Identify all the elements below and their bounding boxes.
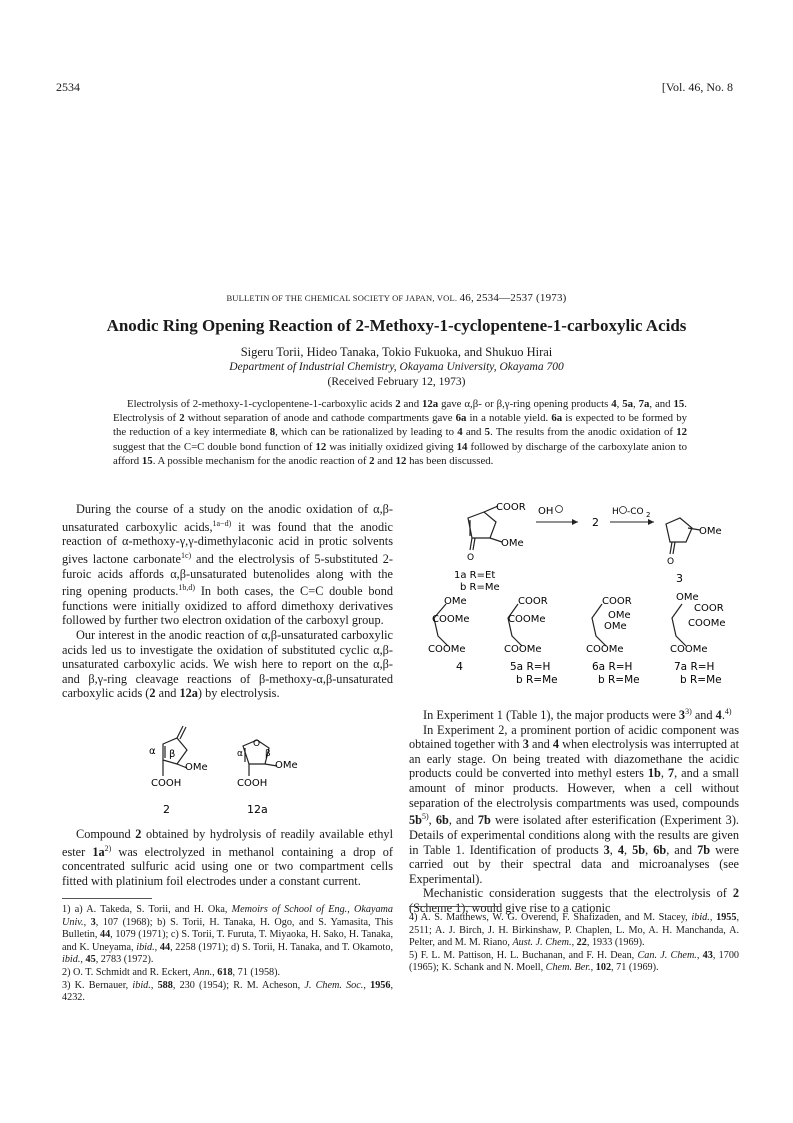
intro-text (62, 502, 393, 701)
svg-text:COOMe: COOMe (688, 618, 726, 629)
footnote-rule-right (409, 906, 499, 907)
svg-text:COOMe: COOMe (508, 614, 546, 625)
figure-compounds-2-12a (125, 718, 335, 826)
reaction-scheme (408, 500, 740, 700)
svg-text:O: O (467, 553, 475, 563)
svg-text:α: α (237, 749, 243, 759)
svg-text:1a R=Et: 1a R=Et (454, 570, 496, 581)
abstract: Electrolysis of 2-methoxy-1-cyclopentene-1-carboxylic acids 2 and 12a gave α,β- or β,γ-ring opening products 4, 5a, 7a, and 15. Electrolysis of 2 without separation of anode and cathode compartments gave 6a in a notable yield. 6a is expected to be formed by the reduction of a key intermediate 8, which can be rationalized by leading to 4 and 5. The results from the anodic oxidation of 12 suggest that the C=C double bond function of 12 was initially oxidized giving 14 followed by discharge of the carboxylate anion to afford 15. A possible mechanism for the anodic reaction of 2 and 12 has been discussed. (113, 398, 687, 467)
svg-text:OMe: OMe (676, 592, 699, 603)
reagent-h: H (612, 507, 619, 517)
structure-4 (428, 596, 470, 673)
structure-7 (670, 592, 726, 686)
charge-icon (556, 506, 563, 513)
reagent-co2: -CO (627, 507, 644, 517)
svg-text:COOR: COOR (496, 502, 526, 513)
reagent-co2-sub: 2 (646, 511, 651, 519)
svg-text:β: β (265, 749, 271, 759)
svg-text:COOMe: COOMe (670, 644, 708, 655)
footnotes-right (409, 912, 739, 975)
svg-text:COOMe: COOMe (504, 644, 542, 655)
structure-6 (586, 596, 640, 686)
svg-text:2: 2 (163, 803, 170, 816)
received-date: (Received February 12, 1973) (327, 376, 466, 388)
scheme-compound-2: 2 (592, 516, 599, 529)
svg-text:5a R=H: 5a R=H (510, 661, 551, 673)
authors: Sigeru Torii, Hideo Tanaka, Tokio Fukuoka, and Shukuo Hirai (240, 345, 553, 359)
svg-text:b R=Me: b R=Me (680, 674, 722, 686)
structure-3 (666, 518, 722, 585)
svg-text:6a R=H: 6a R=H (592, 661, 633, 673)
svg-text:OMe: OMe (185, 762, 208, 773)
journal-prefix: BULLETIN OF THE CHEMICAL SOCIETY OF JAPAN, VOL. (226, 293, 458, 303)
svg-text:OMe: OMe (699, 526, 722, 537)
paragraph: In Experiment 1 (Table 1), the major products were 3$^{3)}$ and 4.$^{4)}$ (423, 707, 732, 723)
svg-text:COOMe: COOMe (432, 614, 470, 625)
svg-text:COOMe: COOMe (586, 644, 624, 655)
journal-line (0, 292, 793, 304)
volume-header: [Vol. 46, No. 8 (661, 80, 733, 94)
structure-5 (504, 596, 558, 686)
department: Department of Industrial Chemistry, Okayama University, Okayama 700 (229, 361, 564, 373)
paragraph: Mechanistic consideration suggests that the electrolysis of 2 (Scheme 1), would give rise to a cationic (409, 886, 739, 915)
svg-text:COOR: COOR (602, 596, 632, 607)
svg-text:OMe: OMe (604, 621, 627, 632)
svg-text:O: O (253, 739, 261, 749)
paragraph: During the course of a study on the anodic oxidation of α,β-unsaturated carboxylic acids,$^{1a-d)}$ it was found that the anodic reaction of α-methoxy-γ,γ-dimethylaconic acid in protic solvents gives lactone carbonate$^{1c)}$ and the electrolysis of 5-substituted 2-furoic acids affords α,β-unsaturated butenolides along with the ring opening products.$^{1b,d)}$ In both cases, the C=C double bond functions were initially oxidized to afford dimethoxy derivatives followed by further two electron oxidation of the carboxyl group. (62, 502, 393, 628)
footnote-3: 3) K. Bernauer, ibid., 588, 230 (1954); R. M. Acheson, J. Chem. Soc., 1956, 4232. (62, 979, 394, 1004)
svg-text:OMe: OMe (275, 760, 298, 771)
structure-1 (454, 502, 526, 593)
svg-text:COOR: COOR (518, 596, 548, 607)
footnote-rule-left (62, 898, 152, 899)
svg-text:b R=Me: b R=Me (460, 582, 500, 593)
arrowhead-icon (572, 519, 578, 525)
arrowhead-icon (648, 519, 654, 525)
svg-text:4: 4 (456, 660, 463, 673)
footnote-1: 1) a) A. Takeda, S. Torii, and H. Oka, Memoirs of School of Eng., Okayama Univ., 3, 107 (1968); b) S. Torii, H. Tanaka, H. Ogo, and S. Yamasita, This Bulletin, 44, 1079 (1971); c) S. Torii, T. Furuta, T. Miyaoka, H. Sako, H. Tanaka, and K. Uneyama, ibid., 44, 2258 (1971); d) S. Torii, H. Tanaka, and T. Okamoto, ibid., 45, 2783 (1972). (62, 904, 394, 966)
results-text-right (409, 705, 739, 916)
journal-volume: 46, (459, 292, 474, 304)
paper-title: Anodic Ring Opening Reaction of 2-Methoxy-1-cyclopentene-1-carboxylic Acids (106, 316, 687, 335)
charge-icon (620, 507, 627, 514)
paragraph: Compound 2 obtained by hydrolysis of readily available ethyl ester $1a^{2)}$ was electrolyzed in methanol containing a drop of concentrated sulfuric acid using one or two compartment cells fitted with platinium foil electrodes under a constant current. (62, 827, 394, 888)
results-text-left (62, 827, 393, 888)
paragraph: In Experiment 2, a prominent portion of acidic component was obtained together with 3 and 4 when electrolysis was interrupted at an early stage. On being treated with diazomethane the acidic products could be converted into methyl esters 1b, 7, and a small amount of minor products. However, when a cell without separation of the electrolysis compartments was used, compounds $5b^{5)}$, 6b, and 7b were isolated after esterification (Experiment 3). Details of experimental conditions along with the results are given in Table 1. Identification of products 3, 4, 5b, 6b, and 7b were carried out by their spectral data and microanalyses (see Experimental). (409, 722, 740, 886)
footnote-4: 4) A. S. Matthews, W. G. Overend, F. Shafizaden, and M. Stacey, ibid., 1955, 2511; A. J. Birch, J. H. Birkinshaw, P. Chaplen, L. Mo, A. H. Manchanda, A. Pelter, and M. M. Riano, Aust. J. Chem., 22, 1933 (1969). (409, 912, 740, 949)
svg-text:COOMe: COOMe (428, 644, 466, 655)
svg-text:12a: 12a (247, 803, 268, 816)
footnotes-left (62, 904, 393, 1005)
svg-text:b R=Me: b R=Me (598, 674, 640, 686)
page-number: 2534 (56, 80, 80, 94)
footnote-5: 5) F. L. M. Pattison, H. L. Buchanan, and F. H. Dean, Can. J. Chem., 43, 1700 (1965); K. Schank and N. Moell, Chem. Ber., 102, 71 (1969). (409, 949, 740, 974)
svg-text:7a R=H: 7a R=H (674, 661, 715, 673)
paragraph: Our interest in the anodic reaction of α,β-unsaturated carboxylic acids led us to investigate the oxidation of substituted cyclic α,β-unsaturated carboxylic acids. We wish here to report on the α,β- and β,γ-ring cleavage reactions of β-methoxy-α,β-unsaturated carboxylic acids (2 and 12a) by electrolysis. (62, 628, 393, 701)
journal-pages: 2534—2537 (1973) (476, 292, 567, 304)
svg-text:b R=Me: b R=Me (516, 674, 558, 686)
svg-text:O: O (667, 557, 675, 567)
footnote-2: 2) O. T. Schmidt and R. Eckert, Ann., 618, 71 (1958). (62, 966, 281, 978)
svg-text:OMe: OMe (444, 596, 467, 607)
structure-12a (237, 739, 298, 816)
svg-text:OMe: OMe (608, 610, 631, 621)
svg-text:OMe: OMe (501, 538, 524, 549)
svg-text:3: 3 (676, 572, 683, 585)
structure-2 (149, 726, 208, 816)
svg-text:α: α (149, 746, 156, 757)
svg-text:COOH: COOH (151, 778, 182, 789)
svg-text:COOR: COOR (694, 603, 724, 614)
svg-text:β: β (169, 749, 176, 760)
svg-text:COOH: COOH (237, 778, 268, 789)
reagent-oh: OH (538, 506, 554, 517)
